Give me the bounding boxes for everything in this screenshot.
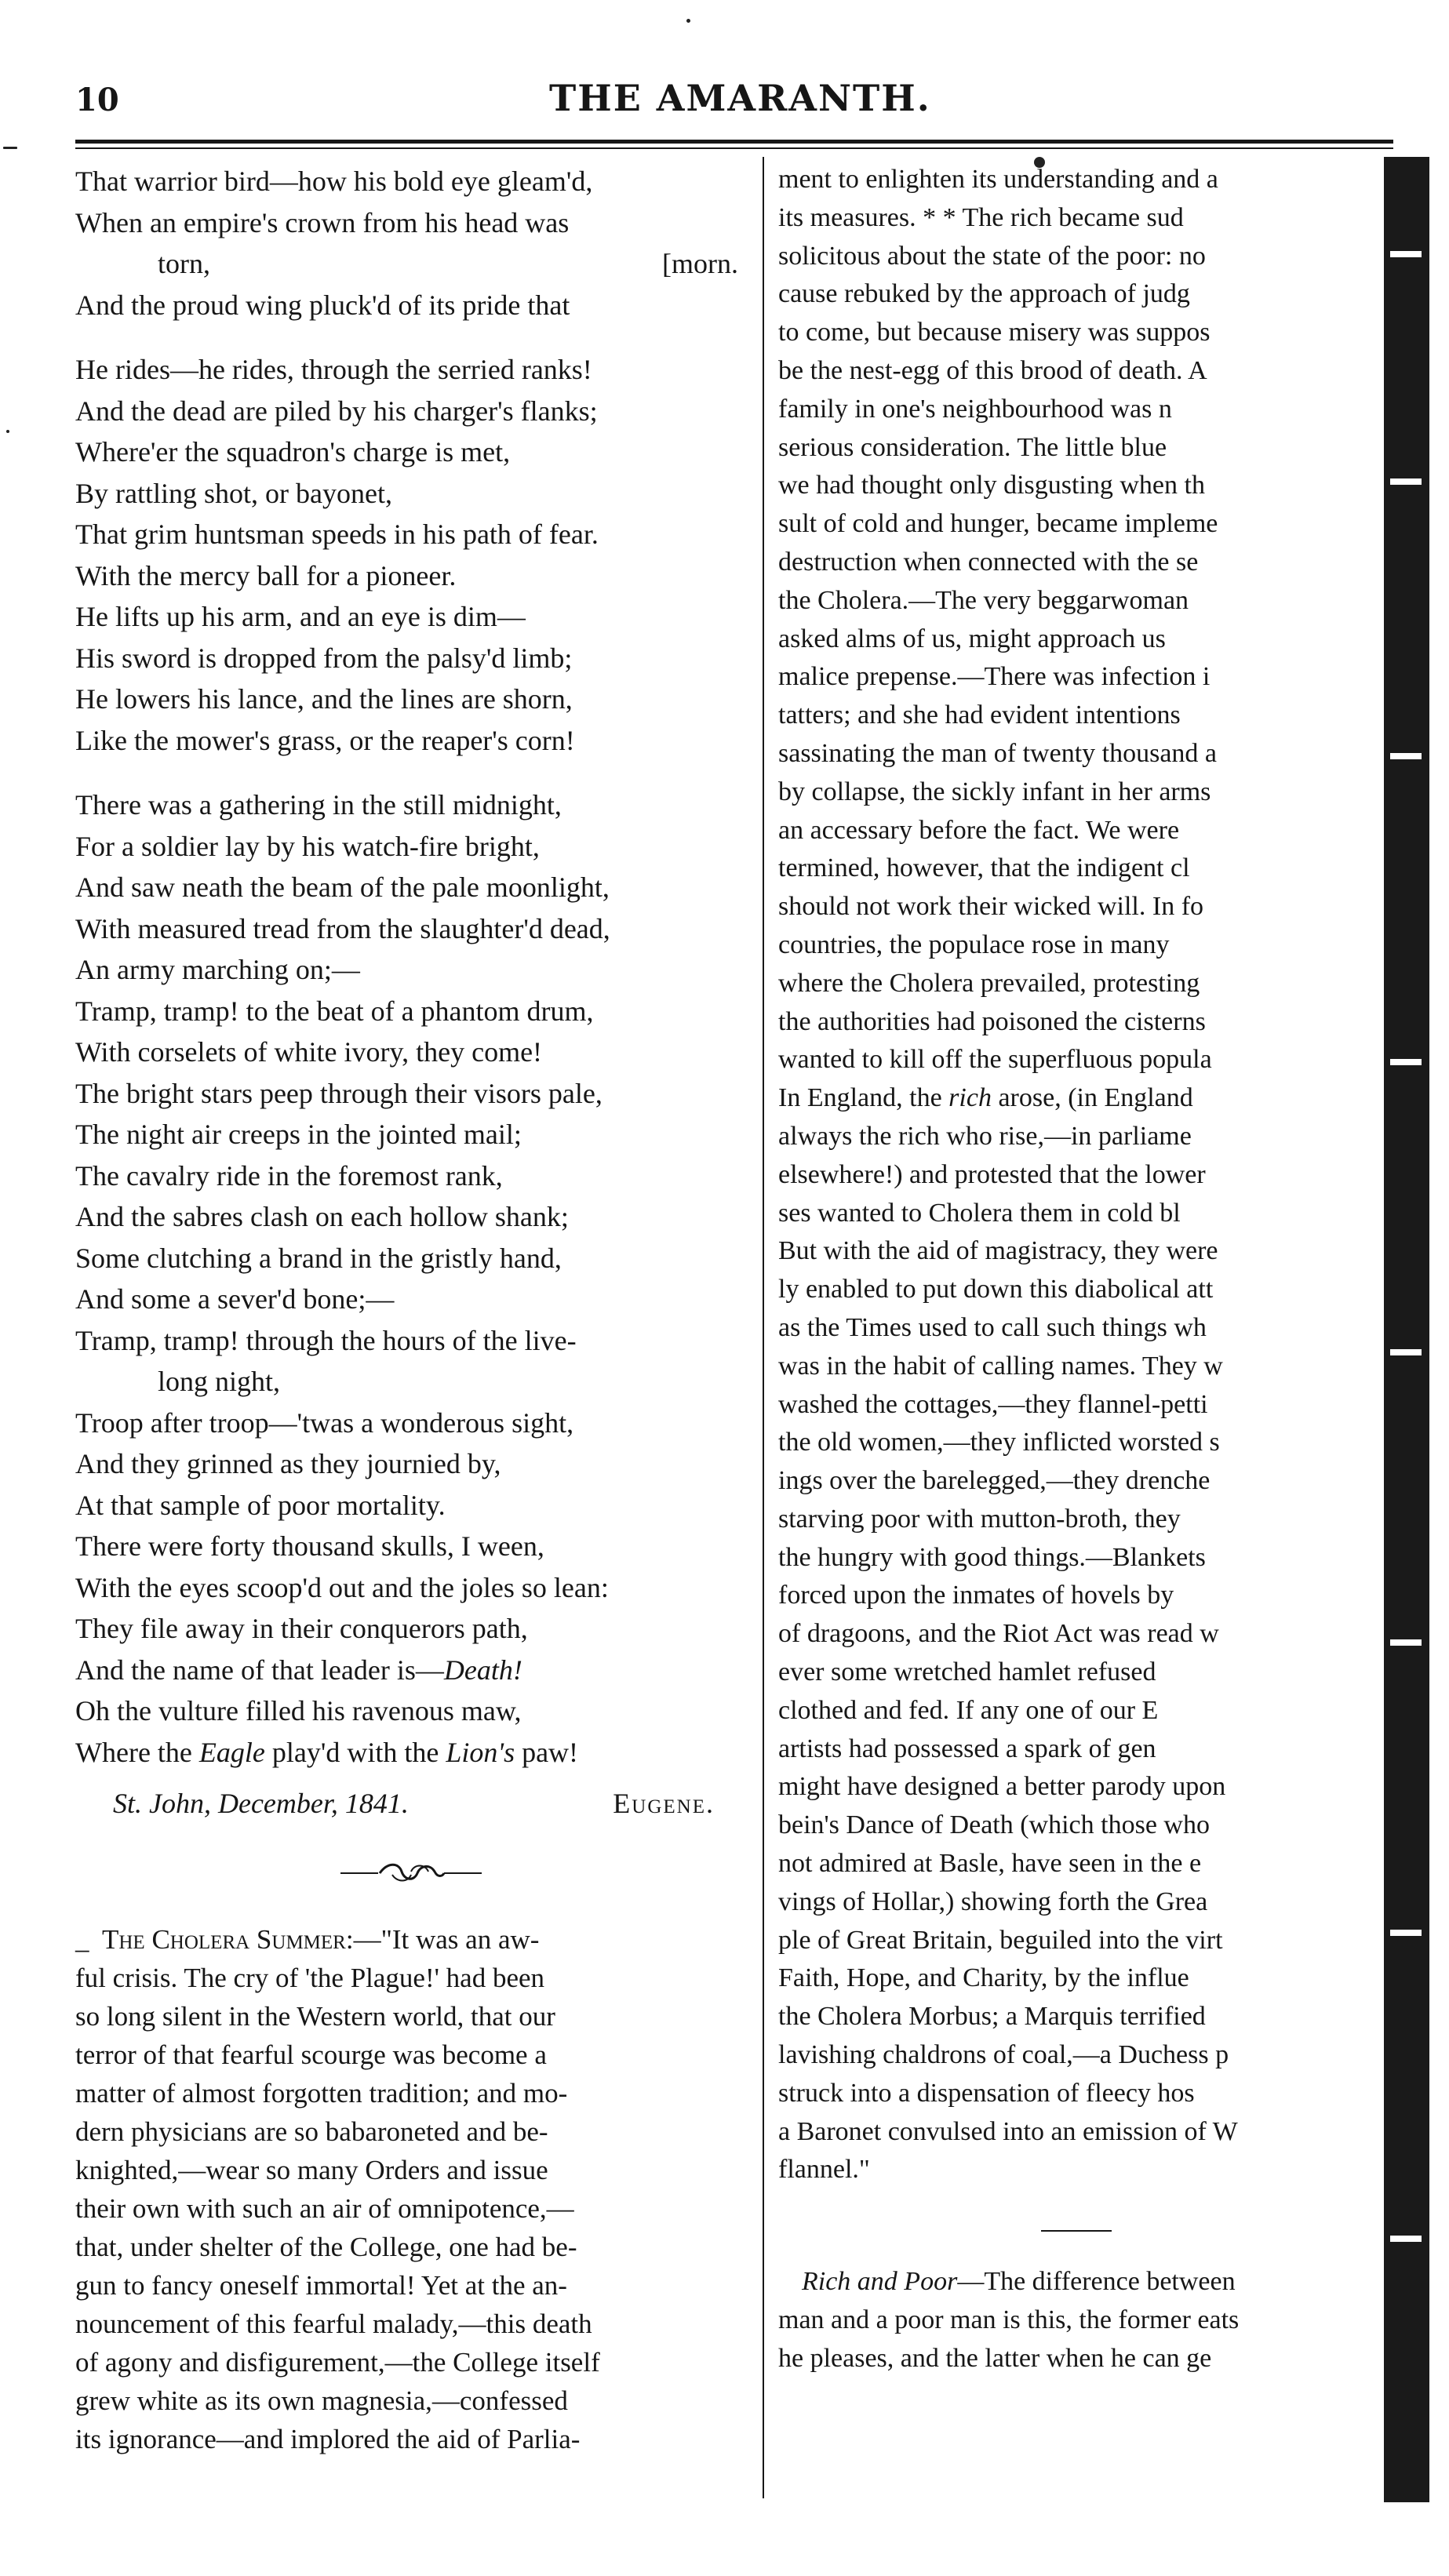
poem-line: The night air creeps in the jointed mail; xyxy=(75,1119,522,1150)
poem-line: The bright stars peep through their visors pale, xyxy=(75,1077,603,1109)
article-line: the Cholera Morbus; a Marquis terrified xyxy=(778,2002,1206,2032)
article-line xyxy=(778,2263,1374,2301)
emphasis-rich: rich xyxy=(948,1083,992,1113)
poem-signature xyxy=(75,1787,746,1834)
running-title: THE AMARANTH. xyxy=(549,77,931,119)
article-line: washed the cottages,—they flannel-petti xyxy=(778,1389,1208,1419)
article-line: ses wanted to Cholera them in cold bl xyxy=(778,1198,1181,1228)
article-line: the hungry with good things.—Blankets xyxy=(778,1542,1206,1572)
place-date: St. John, December, 1841. xyxy=(113,1788,409,1819)
article-line: so long silent in the Western world, that our xyxy=(75,2001,555,2032)
article-line: ever some wretched hamlet refused xyxy=(778,1657,1156,1687)
poem-line: There were forty thousand skulls, I ween, xyxy=(75,1530,544,1562)
poem-line: An army marching on;— xyxy=(75,954,360,985)
article-line: cause rebuked by the approach of judg xyxy=(778,279,1190,309)
emphasis-eagle: Eagle xyxy=(198,1736,265,1768)
article-line: vings of Hollar,) showing forth the Grea xyxy=(778,1887,1208,1916)
edge-highlight xyxy=(1390,1059,1422,1065)
rich-poor-title: Rich and Poor xyxy=(802,2267,958,2297)
poem-author: Eugene. xyxy=(613,1788,715,1819)
poem-line: Where'er the squadron's charge is met, xyxy=(75,436,511,468)
poem-line: And the dead are piled by his charger's flanks; xyxy=(75,395,598,427)
poem-line: That warrior bird—how his bold eye gleam'd, xyxy=(75,166,593,197)
poem-line-text: Where the xyxy=(75,1736,199,1768)
article-line xyxy=(778,1079,1374,1118)
article-line: knighted,—wear so many Orders and issue xyxy=(75,2155,548,2185)
article-line: might have designed a better parody upon xyxy=(778,1772,1226,1802)
article-line: the Cholera.—The very beggarwoman xyxy=(778,585,1189,615)
article-heading: The Cholera Summer: xyxy=(102,1924,354,1955)
article-line: family in one's neighbourhood was n xyxy=(778,394,1172,424)
article-line: ment to enlighten its understanding and a xyxy=(778,165,1218,194)
poem-line: With the mercy ball for a pioneer. xyxy=(75,559,457,591)
poem-line: They file away in their conquerors path, xyxy=(75,1613,528,1644)
poem-line-text: play'd with the xyxy=(264,1736,446,1768)
article-line: ings over the barelegged,—they drenche xyxy=(778,1466,1211,1496)
article-line: of agony and disfigurement,—the College itself xyxy=(75,2347,600,2378)
article-line: was in the habit of calling names. They w xyxy=(778,1351,1223,1381)
stanza-break xyxy=(75,761,746,784)
poem-line: torn, xyxy=(158,248,210,279)
article-line: destruction when connected with the se xyxy=(778,547,1199,577)
article-text: —"It was an aw- xyxy=(353,1924,540,1955)
poem-line: He lifts up his arm, and an eye is dim— xyxy=(75,601,526,632)
article-text: In England, the xyxy=(778,1083,949,1113)
poem-line xyxy=(75,1732,746,1774)
article-line: its measures. * * The rich became sud xyxy=(778,202,1184,232)
poem-line: That grim huntsman speeds in his path of fear. xyxy=(75,518,599,550)
poem-line: His sword is dropped from the palsy'd limb; xyxy=(75,642,573,674)
article-text: arose, (in England xyxy=(991,1083,1193,1113)
article-line: But with the aid of magistracy, they were xyxy=(778,1236,1218,1266)
article-line: forced upon the inmates of hovels by xyxy=(778,1581,1174,1610)
poem-line xyxy=(75,1650,746,1691)
poem-line: And saw neath the beam of the pale moonlight, xyxy=(75,871,610,903)
article-line: its ignorance—and implored the aid of Parlia- xyxy=(75,2424,581,2454)
emphasis-lion: Lion's xyxy=(446,1736,515,1768)
article-line: to come, but because misery was suppos xyxy=(778,318,1211,347)
article-line: the old women,—they inflicted worsted s xyxy=(778,1428,1220,1457)
column-divider xyxy=(763,157,764,2498)
article-line: tatters; and she had evident intentions xyxy=(778,700,1181,730)
article-line: of dragoons, and the Riot Act was read w xyxy=(778,1619,1219,1649)
poem-line: When an empire's crown from his head was xyxy=(75,206,570,238)
article-line: by collapse, the sickly infant in her arms xyxy=(778,777,1211,806)
poem-line: By rattling shot, or bayonet, xyxy=(75,477,392,509)
article-line: sult of cold and hunger, became impleme xyxy=(778,509,1218,539)
edge-highlight xyxy=(1390,1639,1422,1646)
poem-line: long night, xyxy=(158,1366,281,1397)
poem-line-turnover: [morn. xyxy=(662,248,738,279)
poem-line: Tramp, tramp! to the beat of a phantom drum, xyxy=(75,995,594,1027)
ink-speck xyxy=(6,430,9,433)
edge-highlight xyxy=(1390,2236,1422,2242)
edge-highlight xyxy=(1390,1930,1422,1936)
article-line: ple of Great Britain, beguiled into the virt xyxy=(778,1925,1223,1955)
poem-line: And they grinned as they journied by, xyxy=(75,1448,501,1479)
article-line: bein's Dance of Death (which those who xyxy=(778,1810,1210,1840)
poem-line-text: And the name of that leader is— xyxy=(75,1654,444,1686)
poem-line: And the proud wing pluck'd of its pride that xyxy=(75,289,570,321)
article-line: be the nest-egg of this brood of death. A xyxy=(778,355,1207,385)
article-line: should not work their wicked will. In fo xyxy=(778,892,1204,922)
poem-line: Like the mower's grass, or the reaper's corn! xyxy=(75,724,575,756)
article-line: flannel." xyxy=(778,2155,870,2185)
article-line: artists had possessed a spark of gen xyxy=(778,1734,1156,1763)
header-rule-thick xyxy=(75,140,1393,144)
article-line: gun to fancy oneself immortal! Yet at the an- xyxy=(75,2270,567,2301)
poem-line: Troop after troop—'twas a wonderous sight, xyxy=(75,1406,574,1439)
poem-line: There was a gathering in the still midnight, xyxy=(75,789,562,820)
poem-line: And the sabres clash on each hollow shank; xyxy=(75,1201,569,1232)
article-line: clothed and fed. If any one of our E xyxy=(778,1695,1159,1725)
left-column xyxy=(75,161,746,2458)
article-line: their own with such an air of omnipotence,— xyxy=(75,2193,574,2224)
article-line: elsewhere!) and protested that the lower xyxy=(778,1159,1206,1189)
poem-line: Tramp, tramp! through the hours of the live- xyxy=(75,1324,577,1356)
article-line: solicitous about the state of the poor: no xyxy=(778,241,1206,271)
article-line: sassinating the man of twenty thousand a xyxy=(778,738,1218,768)
article-line: struck into a dispensation of fleecy hos xyxy=(778,2078,1195,2108)
article-line: ly enabled to put down this diabolical att xyxy=(778,1275,1214,1304)
cholera-article xyxy=(75,1920,746,2458)
article-line: where the Cholera prevailed, protesting xyxy=(778,968,1200,998)
article-line: dern physicians are so babaroneted and be- xyxy=(75,2116,548,2147)
article-line: an accessary before the fact. We were xyxy=(778,815,1180,845)
edge-highlight xyxy=(1390,753,1422,759)
emphasis-death: Death! xyxy=(443,1654,522,1686)
article-line: wanted to kill off the superfluous popula xyxy=(778,1045,1212,1075)
section-ornament xyxy=(333,1857,490,1889)
article-line: grew white as its own magnesia,—confessed xyxy=(75,2385,568,2416)
stanza-break xyxy=(75,326,746,349)
article-text: —The difference between xyxy=(957,2267,1236,2297)
poem-line: Oh the vulture filled his ravenous maw, xyxy=(75,1695,522,1726)
right-column xyxy=(778,161,1374,2378)
poem-line: Some clutching a brand in the gristly hand, xyxy=(75,1242,562,1274)
article-line: malice prepense.—There was infection i xyxy=(778,662,1211,692)
ink-speck xyxy=(3,147,17,149)
article-line: lavishing chaldrons of coal,—a Duchess p xyxy=(778,2040,1229,2070)
poem-line: The cavalry ride in the foremost rank, xyxy=(75,1159,503,1192)
poem-line: He rides—he rides, through the serried ranks! xyxy=(75,354,592,385)
ink-speck xyxy=(686,19,690,23)
poem xyxy=(75,161,746,1773)
article-line: that, under shelter of the College, one had be- xyxy=(75,2232,577,2262)
article-line: termined, however, that the indigent cl xyxy=(778,853,1190,883)
poem-line: And some a sever'd bone;— xyxy=(75,1283,395,1315)
article-line: a Baronet convulsed into an emission of W xyxy=(778,2116,1238,2146)
edge-highlight xyxy=(1390,251,1422,257)
article-line: man and a poor man is this, the former eats xyxy=(778,2305,1240,2335)
page-number: 10 xyxy=(75,82,119,118)
edge-highlight xyxy=(1390,1349,1422,1355)
poem-line: For a soldier lay by his watch-fire bright, xyxy=(75,830,540,862)
article-line: countries, the populace rose in many xyxy=(778,930,1170,959)
edge-highlight xyxy=(1390,478,1422,485)
article-line: we had thought only disgusting when th xyxy=(778,471,1205,500)
article-line: terror of that fearful scourge was become a xyxy=(75,2039,547,2070)
poem-line: At that sample of poor mortality. xyxy=(75,1489,446,1521)
poem-line: He lowers his lance, and the lines are shorn, xyxy=(75,683,573,715)
article-line: he pleases, and the latter when he can ge xyxy=(778,2343,1212,2373)
binding-edge-shadow xyxy=(1384,157,1429,2502)
article-line: nouncement of this fearful malady,—this death xyxy=(75,2309,592,2339)
article-line: serious consideration. The little blue xyxy=(778,432,1167,462)
poem-line: With measured tread from the slaughter'd dead, xyxy=(75,912,610,944)
article-line: starving poor with mutton-broth, they xyxy=(778,1504,1181,1534)
article-line: ful crisis. The cry of 'the Plague!' had been xyxy=(75,1963,545,1993)
section-rule xyxy=(1041,2230,1112,2232)
article-line: as the Times used to call such things wh xyxy=(778,1312,1207,1342)
article-line: _ The Cholera Summer:—"It was an aw- xyxy=(75,1924,540,1955)
article-line: not admired at Basle, have seen in the e xyxy=(778,1849,1202,1879)
poem-line: With the eyes scoop'd out and the joles so lean: xyxy=(75,1571,609,1603)
header-rule-thin xyxy=(75,147,1393,149)
article-line: asked alms of us, might approach us xyxy=(778,624,1166,653)
article-line: Faith, Hope, and Charity, by the influe xyxy=(778,1963,1189,1993)
poem-line: With corselets of white ivory, they come! xyxy=(75,1036,543,1068)
article-line: always the rich who rise,—in parliame xyxy=(778,1121,1192,1151)
article-line: matter of almost forgotten tradition; and mo- xyxy=(75,2078,568,2108)
poem-line-text: paw! xyxy=(515,1736,579,1768)
article-line: the authorities had poisoned the cisterns xyxy=(778,1006,1206,1036)
